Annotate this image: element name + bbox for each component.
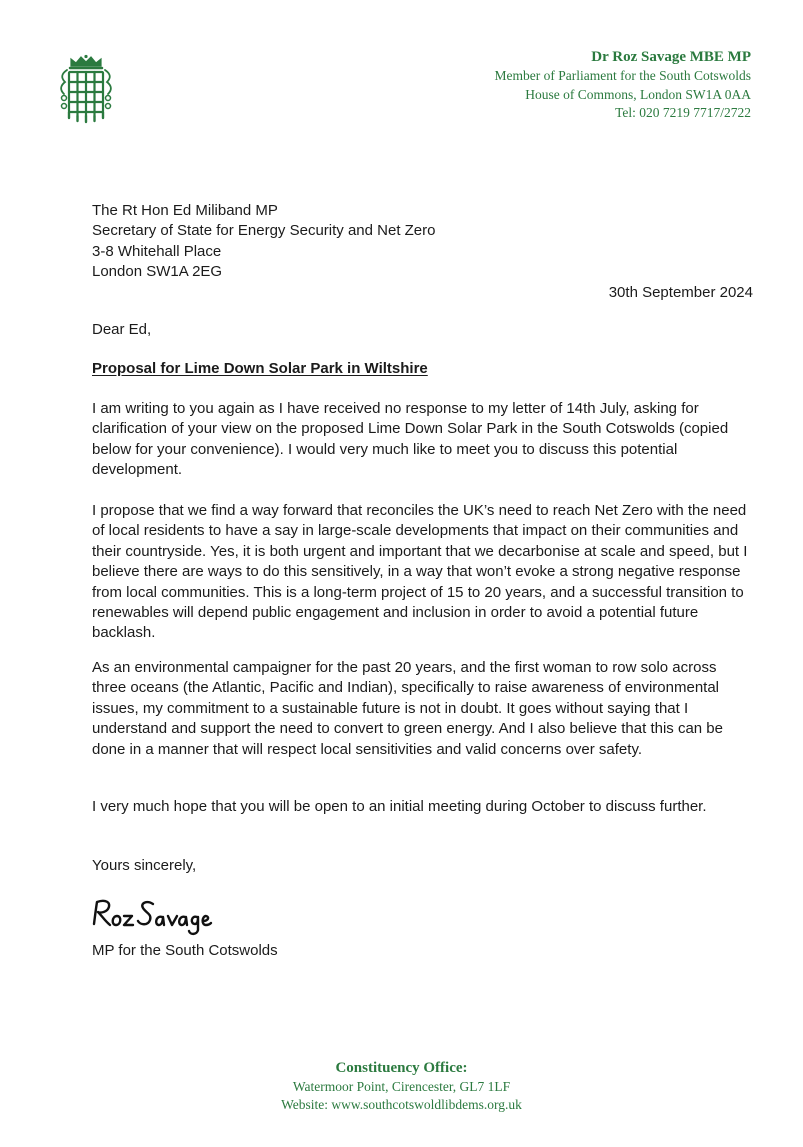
salutation: Dear Ed, xyxy=(92,321,152,338)
constituency-office-footer xyxy=(0,1059,803,1114)
body-paragraph: I propose that we find a way forward that reconciles the UK’s need to reach Net Zero with the need of local residents to have a say in large-scale developments that impact on their communities and their countryside. Yes, it is both urgent and important that we decarbonise at scale and speed, but I believe there are ways to do this sensitively, in a way that won’t evoke a strong negative response from local communities. This is a long-term project of 15 to 20 years, and a successful transition to renewables will depend public engagement and inclusion in order to avoid a potential future backlash. xyxy=(92,502,748,642)
signature xyxy=(90,896,214,936)
body-paragraph: I am writing to you again as I have received no response to my letter of 14th July, asking for clarification of your view on the proposed Lime Down Solar Park in the South Cotswolds (copied below for your convenience). I would very much like to meet you to discuss this potential development. xyxy=(92,400,729,479)
recipient-street: 3-8 Whitehall Place xyxy=(92,242,222,260)
recipient-name: The Rt Hon Ed Miliband MP xyxy=(92,202,278,219)
portcullis-icon xyxy=(57,54,115,124)
mp-address: House of Commons, London SW1A 0AA xyxy=(525,86,751,102)
letterhead xyxy=(495,48,751,123)
footer-heading: Constituency Office: xyxy=(335,1060,468,1076)
recipient-address xyxy=(92,201,692,283)
body-paragraph: I very much hope that you will be open to an initial meeting during October to discuss further. xyxy=(92,798,707,815)
letter-date: 30th September 2024 xyxy=(608,284,753,301)
mp-name: Dr Roz Savage MBE MP xyxy=(591,49,751,65)
mp-constituency: Member of Parliament for the South Cotswolds xyxy=(494,68,751,83)
footer-website: Website: www.southcotswoldlibdems.org.uk xyxy=(281,1097,522,1112)
sign-off: Yours sincerely, xyxy=(92,857,197,874)
recipient-city: London SW1A 2EG xyxy=(92,263,223,281)
recipient-title: Secretary of State for Energy Security and Net Zero xyxy=(92,222,436,240)
mp-telephone: Tel: 020 7219 7717/2722 xyxy=(615,105,751,120)
footer-address: Watermoor Point, Cirencester, GL7 1LF xyxy=(292,1079,511,1094)
body-paragraph: As an environmental campaigner for the past 20 years, and the first woman to row solo across three oceans (the Atlantic, Pacific and Indian), specifically to raise awareness of environmental issues, my commitment to a sustainable future is not in doubt. It goes without saying that I understand and support the need to convert to green energy. And I also believe that this can be done in a manner that will respect local sensitivities and valid concerns over safety. xyxy=(92,659,723,758)
signer-title: MP for the South Cotswolds xyxy=(92,942,278,959)
subject-line: Proposal for Lime Down Solar Park in Wiltshire xyxy=(92,360,428,377)
